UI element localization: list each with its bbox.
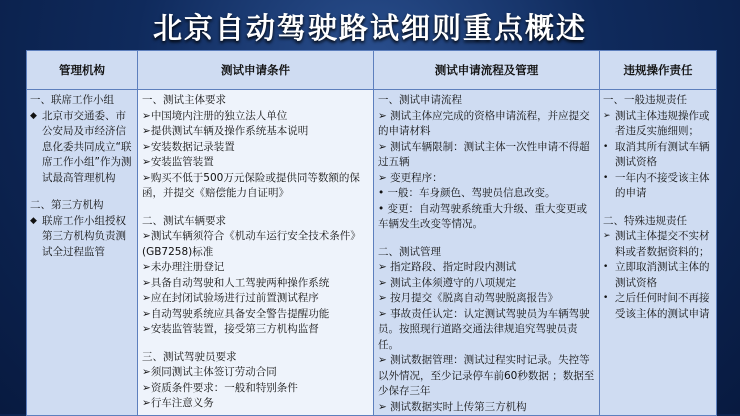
bullet-icon: • xyxy=(603,141,609,152)
list-item: ➢ 测试车辆限制：测试主体一次性申请不得超过五辆 xyxy=(378,140,590,168)
list-item: • 取消其所有测试车辆测试资格 xyxy=(603,140,714,171)
header-liability: 违规操作责任 xyxy=(600,51,717,90)
section-title: 二、特殊违规责任 xyxy=(603,214,687,227)
list-item: • 一般：车身颜色、驾驶员信息改变。 xyxy=(378,187,556,199)
bullet-icon: ➢ xyxy=(603,110,611,121)
list-item: ➢ 测试主体应完成的资格申请流程，并应提交的申请材料 xyxy=(378,109,590,137)
process-cell xyxy=(374,90,600,416)
bullet-icon: ◆ xyxy=(30,110,37,121)
section-title: 一、测试申请流程 xyxy=(378,94,462,106)
section-title: 一、一般违规责任 xyxy=(603,94,687,106)
conditions-cell xyxy=(138,90,374,416)
section-title: 二、第三方机构 xyxy=(30,199,104,211)
bullet-icon: ◆ xyxy=(30,215,37,226)
list-item: ➢资质条件要求：一般和特别条件 xyxy=(142,381,298,394)
list-item: ➢ 测试数据管理：测试过程实时记录。失控等以外情况，至少记录停车前60秒数据 ；数据至少保存三年 xyxy=(378,354,595,397)
list-item: ➢安装监管装置，接受第三方机构监督 xyxy=(142,323,319,335)
list-item: ➢安装数据记录装置 xyxy=(142,140,235,153)
section-title: 一、测试主体要求 xyxy=(142,94,226,106)
list-item: ➢ 测试主体须遵守的八项规定 xyxy=(378,276,517,289)
list-item: ➢ 测试主体提交不实材料或者数据资料的； xyxy=(603,229,714,260)
list-item: ➢ 变更程序： xyxy=(378,171,443,184)
section-title: 三、测试驾驶员要求 xyxy=(142,350,237,363)
list-item: ➢ 事故责任认定：认定测试驾驶员为车辆驾驶员。按照现行道路交通法律规追究驾驶员责任。 xyxy=(378,307,590,351)
bullet-icon: • xyxy=(603,172,609,183)
summary-table xyxy=(26,50,717,416)
page-title: 北京自动驾驶路试细则重点概述 xyxy=(152,11,587,45)
bullet-icon: • xyxy=(603,262,609,272)
bullet-icon: • xyxy=(603,293,609,303)
list-item: ➢中国境内注册的独立法人单位 xyxy=(142,109,288,122)
list-item: ➢自动驾驶系统应具备安全警告提醒功能 xyxy=(142,307,330,320)
header-process: 测试申请流程及管理 xyxy=(374,51,600,90)
list-item: ➢ 按月提交《脱离自动驾驶脱离报告》 xyxy=(378,292,559,304)
list-item: ➢ 测试数据实时上传第三方机构 xyxy=(378,400,527,413)
header-row xyxy=(27,51,717,90)
liability-cell xyxy=(600,90,717,416)
bullet-icon: ➢ xyxy=(603,231,611,241)
list-item: ➢安装监管装置 xyxy=(142,156,214,168)
section-title: 二、测试管理 xyxy=(378,245,441,258)
list-item: • 之后任何时间不再接受该主体的测试申请 xyxy=(603,291,714,322)
list-item: ➢ 指定路段、指定时段内测试 xyxy=(378,261,517,273)
list-item: • 一年内不接受该主体的申请 xyxy=(603,171,714,202)
management-cell xyxy=(27,90,138,416)
list-item: ➢购买不低于500万元保险或提供同等数额的保函，并提交《赔偿能力自证明》 xyxy=(142,171,360,199)
list-item: ➢ 测试主体违规操作或者违反实施细则； xyxy=(603,109,714,140)
list-item: ➢应在封闭试验场进行过前置测试程序 xyxy=(142,292,319,304)
list-item: • 变更：自动驾驶系统重大升级、重大变更或车辆发生改变等情况。 xyxy=(378,202,588,230)
list-item: ➢具备自动驾驶和人工驾驶两种操作系统 xyxy=(142,276,330,289)
list-item: ◆ 北京市交通委、市公安局及市经济信息化委共同成立“联席工作小组”作为测试最高管理机构 xyxy=(30,109,133,187)
list-item: ➢测试车辆须符合《机动车运行安全技术条件》(GB7258)标准 xyxy=(142,230,361,258)
content-row xyxy=(27,90,717,416)
list-item: • 立即取消测试主体的测试资格 xyxy=(603,260,714,291)
list-item: ➢须同测试主体签订劳动合同 xyxy=(142,366,277,378)
header-management: 管理机构 xyxy=(27,51,138,90)
list-item: ➢提供测试车辆及操作系统基本说明 xyxy=(142,125,309,137)
section-title: 二、测试车辆要求 xyxy=(142,214,226,227)
header-conditions: 测试申请条件 xyxy=(138,51,374,90)
list-item: ➢未办理注册登记 xyxy=(142,261,225,273)
list-item: ➢行车注意义务 xyxy=(142,397,214,409)
list-item: ◆ 联席工作小组授权第三方机构负责测试全过程监管 xyxy=(30,214,133,261)
section-title: 一、联席工作小组 xyxy=(30,94,114,106)
